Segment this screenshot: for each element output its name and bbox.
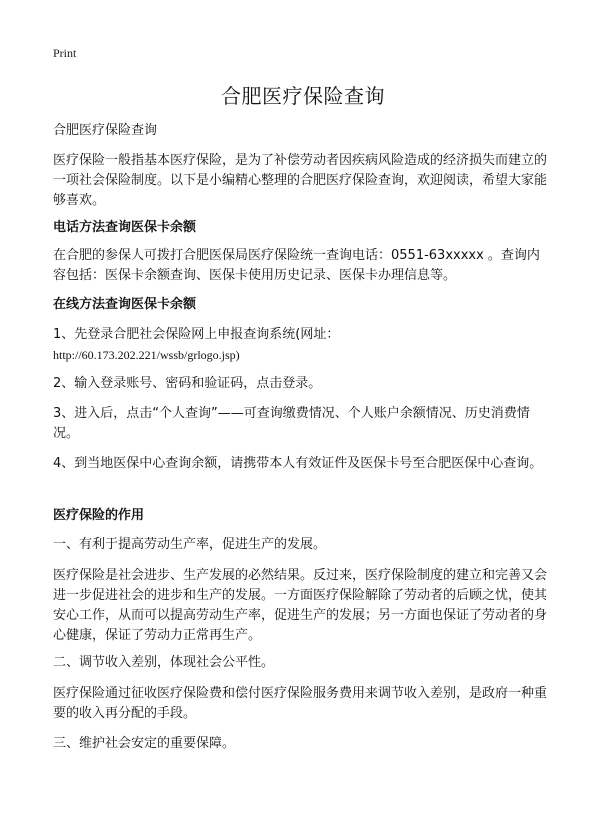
role-point-3-title: 三、维护社会安定的重要保障。	[53, 736, 236, 751]
phone-paragraph: 在合肥的参保人可拨打合肥医保局医疗保险统一查询电话：0551-63xxxxx 。查询内容包括：医保卡余额查询、医保卡使用历史记录、医保卡办理信息等。	[53, 248, 540, 283]
section-heading-role: 医疗保险的作用	[53, 508, 145, 523]
online-step-4: 4、到当地医保中心查询余额，请携带本人有效证件及医保卡号至合肥医保中心查询。	[53, 456, 543, 471]
online-step-1-text: 1、先登录合肥社会保险网上申报查询系统(网址：	[53, 327, 340, 342]
online-step-2: 2、输入登录账号、密码和验证码，点击登录。	[53, 376, 322, 391]
online-step-1	[53, 325, 551, 366]
role-point-1-title: 一、有利于提高劳动生产率，促进生产的发展。	[53, 537, 327, 552]
role-point-2-title: 二、调节收入差别，体现社会公平性。	[53, 655, 275, 670]
print-link[interactable]: Print	[53, 46, 77, 60]
subtitle: 合肥医疗保险查询	[53, 123, 158, 138]
online-step-1-url[interactable]: http://60.173.202.221/wssb/grlogo.jsp)	[53, 348, 240, 362]
page-title: 合肥医疗保险查询	[221, 84, 385, 108]
role-point-2-text: 医疗保险通过征收医疗保险费和偿付医疗保险服务费用来调节收入差别，是政府一种重要的收入再分配的手段。	[53, 686, 548, 721]
section-heading-phone: 电话方法查询医保卡余额	[53, 220, 197, 235]
online-step-3: 3、进入后，点击“个人查询”——可查询缴费情况、个人账户余额情况、历史消费情况。	[53, 406, 530, 441]
intro-paragraph: 医疗保险一般指基本医疗保险，是为了补偿劳动者因疾病风险造成的经济损失而建立的一项社会保险制度。以下是小编精心整理的合肥医疗保险查询，欢迎阅读，希望大家能够喜欢。	[53, 153, 548, 208]
role-point-1-text: 医疗保险是社会进步、生产发展的必然结果。反过来，医疗保险制度的建立和完善又会进一步促进社会的进步和生产的发展。一方面医疗保险解除了劳动者的后顾之忧，使其安心工作，从而可以提高劳动生产率，促进生产的发展；另一方面也保证了劳动者的身心健康，保证了劳动力正常再生产。	[53, 568, 548, 643]
section-heading-online: 在线方法查询医保卡余额	[53, 297, 197, 312]
